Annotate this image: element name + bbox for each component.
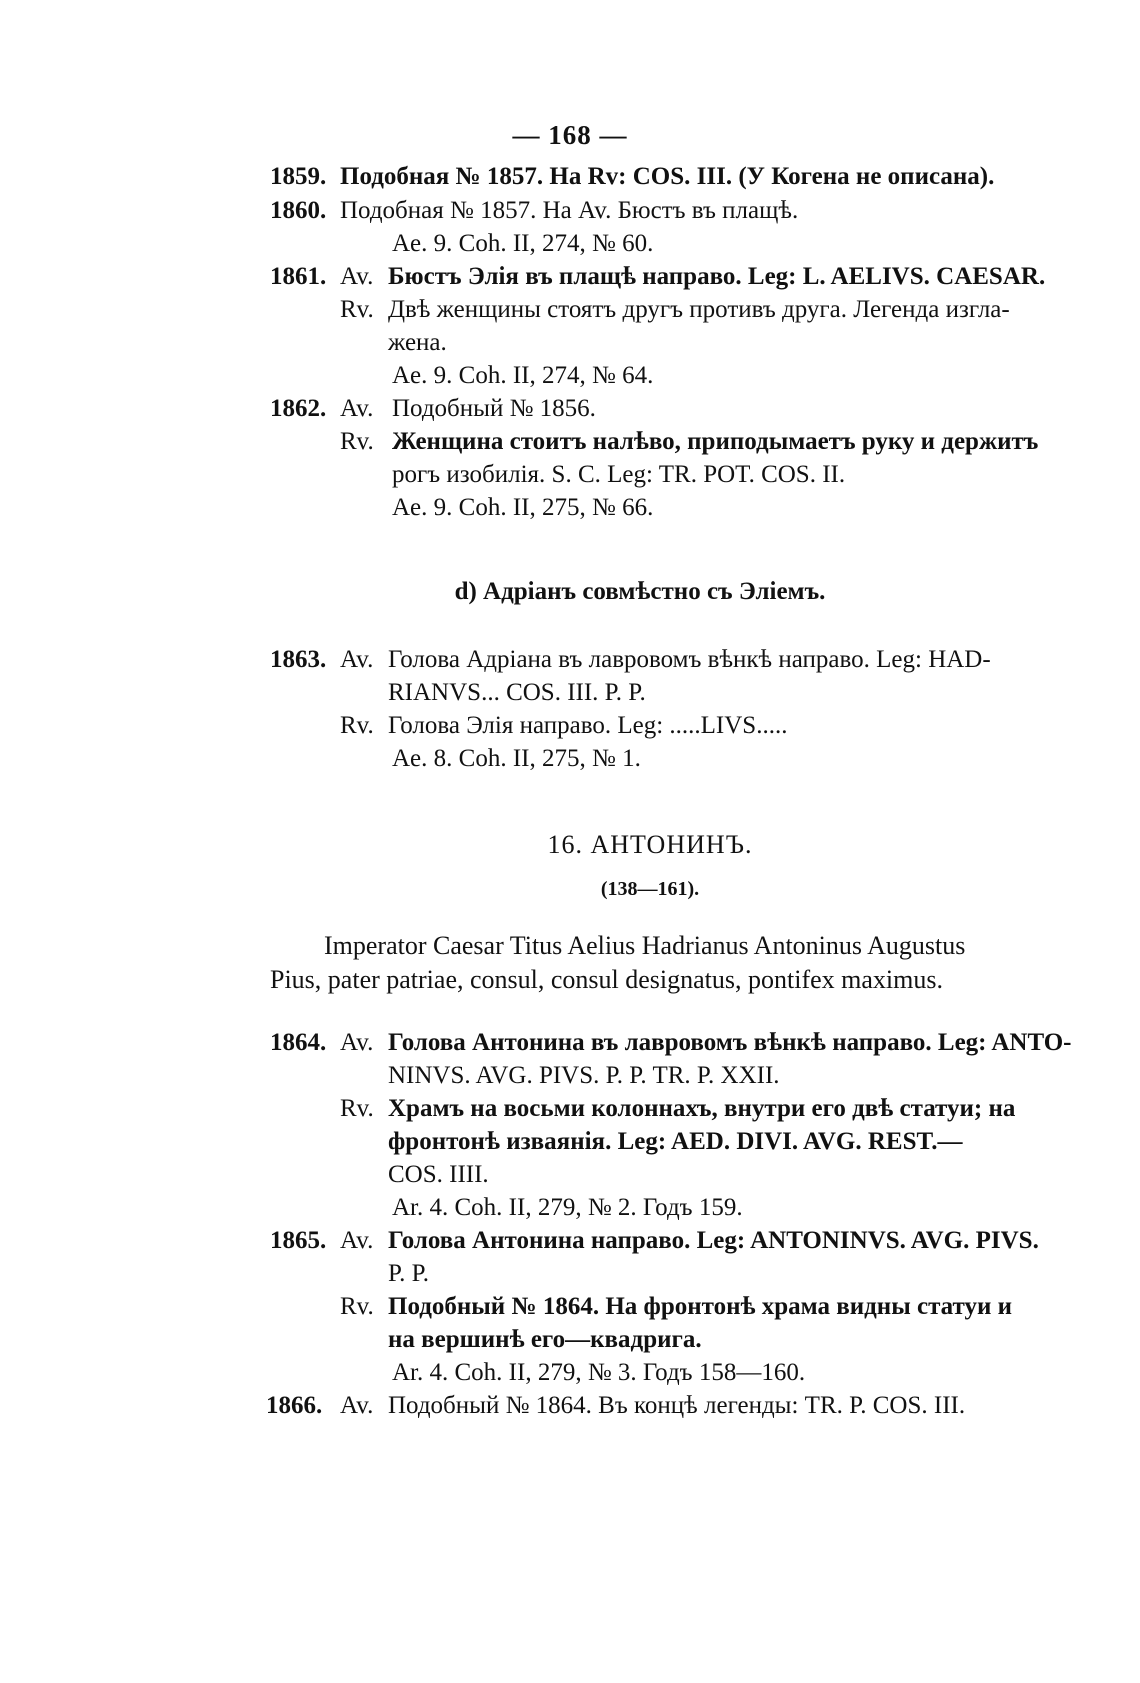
entry-number-1863: 1863. bbox=[270, 646, 327, 673]
obverse-label: Av. bbox=[340, 646, 374, 673]
entry-line: COS. IIII. bbox=[388, 1161, 489, 1188]
entry-reference: Ar. 4. Coh. II, 279, № 2. Годъ 159. bbox=[392, 1194, 743, 1221]
reverse-label: Rv. bbox=[340, 1095, 374, 1122]
reverse-label: Rv. bbox=[340, 1293, 374, 1320]
entry-line: NINVS. AVG. PIVS. P. P. TR. P. XXII. bbox=[388, 1062, 780, 1089]
entry-number-1864: 1864. bbox=[270, 1029, 327, 1056]
entry-line: Двѣ женщины стоятъ другъ противъ друга. Легенда изгла- bbox=[388, 296, 1010, 323]
chapter-dates: (138—161). bbox=[600, 878, 700, 900]
entry-reference: Ae. 9. Coh. II, 274, № 60. bbox=[392, 230, 654, 257]
reverse-label: Rv. bbox=[340, 296, 374, 323]
entry-reference: Ar. 4. Coh. II, 279, № 3. Годъ 158—160. bbox=[392, 1359, 806, 1386]
obverse-label: Av. bbox=[340, 395, 374, 422]
entry-number-1862: 1862. bbox=[270, 395, 327, 422]
obverse-label: Av. bbox=[340, 263, 374, 290]
entry-line: Подобная № 1857. На Rv: COS. III. (У Когена не описана). bbox=[340, 163, 995, 190]
entry-number-1860: 1860. bbox=[270, 197, 327, 224]
entry-number-1861: 1861. bbox=[270, 263, 327, 290]
entry-line: Голова Адріана въ лавровомъ вѣнкѣ направо. Leg: HAD- bbox=[388, 646, 991, 673]
entry-line: P. P. bbox=[388, 1260, 430, 1287]
entry-number-1859: 1859. bbox=[270, 163, 327, 190]
obverse-label: Av. bbox=[340, 1029, 374, 1056]
entry-line: Голова Элія направо. Leg: .....LIVS..... bbox=[388, 712, 788, 739]
entry-line: Подобный № 1856. bbox=[392, 395, 596, 422]
entry-reference: Ae. 9. Coh. II, 274, № 64. bbox=[392, 362, 654, 389]
entry-line: Женщина стоитъ налѣво, приподымаетъ руку и держитъ bbox=[392, 428, 1039, 455]
entry-number-1865: 1865. bbox=[270, 1227, 327, 1254]
entry-line: Подобный № 1864. Въ концѣ легенды: TR. P. COS. III. bbox=[388, 1392, 966, 1419]
entry-line: Голова Антонина въ лавровомъ вѣнкѣ направо. Leg: ANTO- bbox=[388, 1029, 1072, 1056]
entry-line: фронтонѣ изваянія. Leg: AED. DIVI. AVG. REST.— bbox=[388, 1128, 963, 1155]
entry-line: жена. bbox=[388, 329, 447, 356]
obverse-label: Av. bbox=[340, 1392, 374, 1419]
reverse-label: Rv. bbox=[340, 712, 374, 739]
entry-line: Подобная № 1857. На Av. Бюстъ въ плащѣ. bbox=[340, 197, 799, 224]
entry-line: Бюстъ Элія въ плащѣ направо. Leg: L. AELIVS. CAESAR. bbox=[388, 263, 1046, 290]
entry-reference: Ae. 8. Coh. II, 275, № 1. bbox=[392, 745, 641, 772]
reverse-label: Rv. bbox=[340, 428, 374, 455]
entry-line: Голова Антонина направо. Leg: ANTONINVS. AVG. PIVS. bbox=[388, 1227, 1039, 1254]
section-heading: d) Адріанъ совмѣстно съ Эліемъ. bbox=[454, 578, 826, 605]
entry-number-1866: 1866. bbox=[266, 1392, 323, 1419]
obverse-label: Av. bbox=[340, 1227, 374, 1254]
entry-line: Подобный № 1864. На фронтонѣ храма видны статуи и bbox=[388, 1293, 1013, 1320]
entry-line: Храмъ на восьми колоннахъ, внутри его двѣ статуи; на bbox=[388, 1095, 1016, 1122]
entry-line: RIANVS... COS. III. P. P. bbox=[388, 679, 646, 706]
chapter-title: 16. АНТОНИНЪ. bbox=[547, 830, 753, 859]
title-paragraph-line: Pius, pater patriae, consul, consul designatus, pontifex maximus. bbox=[270, 965, 943, 994]
entry-line: на вершинѣ его—квадрига. bbox=[388, 1326, 702, 1353]
entry-reference: Ae. 9. Coh. II, 275, № 66. bbox=[392, 494, 654, 521]
title-paragraph-line: Imperator Caesar Titus Aelius Hadrianus Antoninus Augustus bbox=[324, 931, 966, 960]
entry-line: рогъ изобилія. S. C. Leg: TR. POT. COS. II. bbox=[392, 461, 846, 488]
page-number: — 168 — bbox=[512, 120, 628, 150]
